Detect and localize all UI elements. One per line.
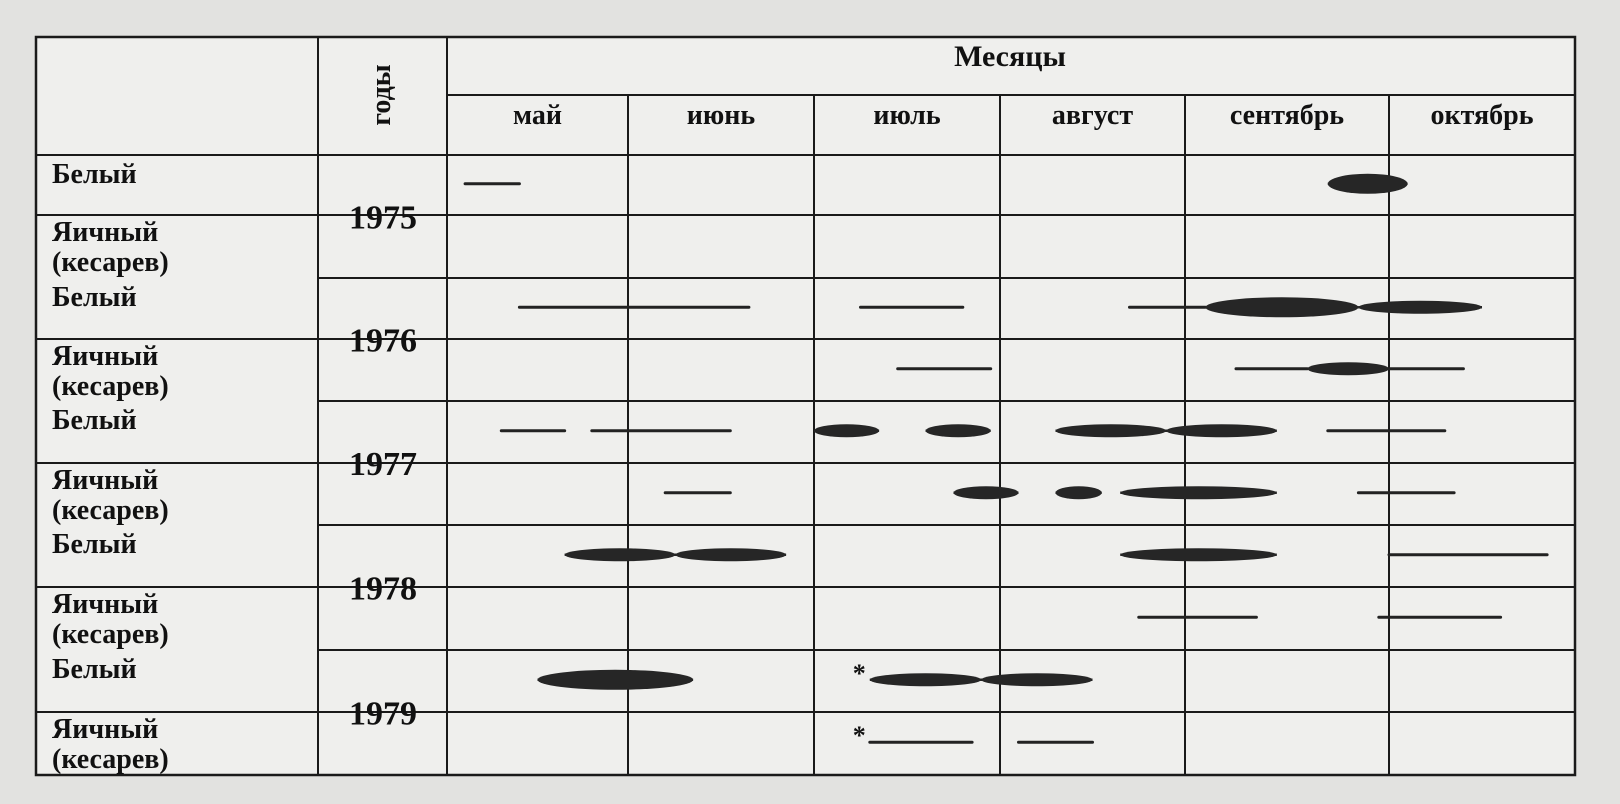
year-label: 1979 [349, 695, 417, 733]
row-label: Яичный (кесарев) [52, 465, 169, 526]
occurrence-blob [814, 424, 879, 437]
row-label: Белый [52, 529, 137, 560]
row-label: Белый [52, 282, 137, 313]
occurrence-blob [1056, 486, 1102, 499]
occurrence-blob [538, 670, 694, 690]
table-background [36, 37, 1575, 775]
month-label: сентябрь [1229, 100, 1345, 131]
month-label: май [512, 100, 563, 131]
occurrence-blob [1056, 424, 1167, 437]
occurrence-blob [675, 548, 786, 561]
year-label: 1976 [349, 322, 417, 360]
asterisk-marker: * [852, 721, 866, 751]
occurrence-blob [1120, 486, 1277, 499]
month-label: июль [873, 100, 941, 131]
row-label: Белый [52, 159, 137, 190]
row-label: Белый [52, 654, 137, 685]
occurrence-blob [1205, 297, 1358, 317]
year-label: 1978 [349, 570, 417, 608]
row-label: Яичный (кесарев) [52, 341, 169, 402]
row-label: Яичный (кесарев) [52, 589, 169, 650]
occurrence-blob [954, 486, 1019, 499]
row-label: Яичный (кесарев) [52, 714, 169, 775]
occurrence-blob [981, 673, 1092, 686]
asterisk-marker: * [852, 658, 866, 688]
occurrence-blob [870, 673, 981, 686]
row-label: Белый [52, 405, 137, 436]
years-header: годы [366, 64, 397, 126]
occurrence-blob [926, 424, 991, 437]
months-header: Месяцы [954, 40, 1066, 73]
occurrence-blob [1120, 548, 1277, 561]
year-label: 1975 [349, 199, 417, 237]
month-label: октябрь [1430, 100, 1534, 131]
month-label: июнь [686, 100, 756, 131]
occurrence-blob [1307, 362, 1389, 375]
month-label: август [1051, 100, 1134, 131]
occurrence-blob [1166, 424, 1277, 437]
occurrence-blob [565, 548, 676, 561]
year-label: 1977 [349, 446, 417, 483]
row-label: Яичный (кесарев) [52, 217, 169, 278]
occurrence-blob [1358, 301, 1482, 314]
occurrence-blob [1328, 174, 1408, 194]
